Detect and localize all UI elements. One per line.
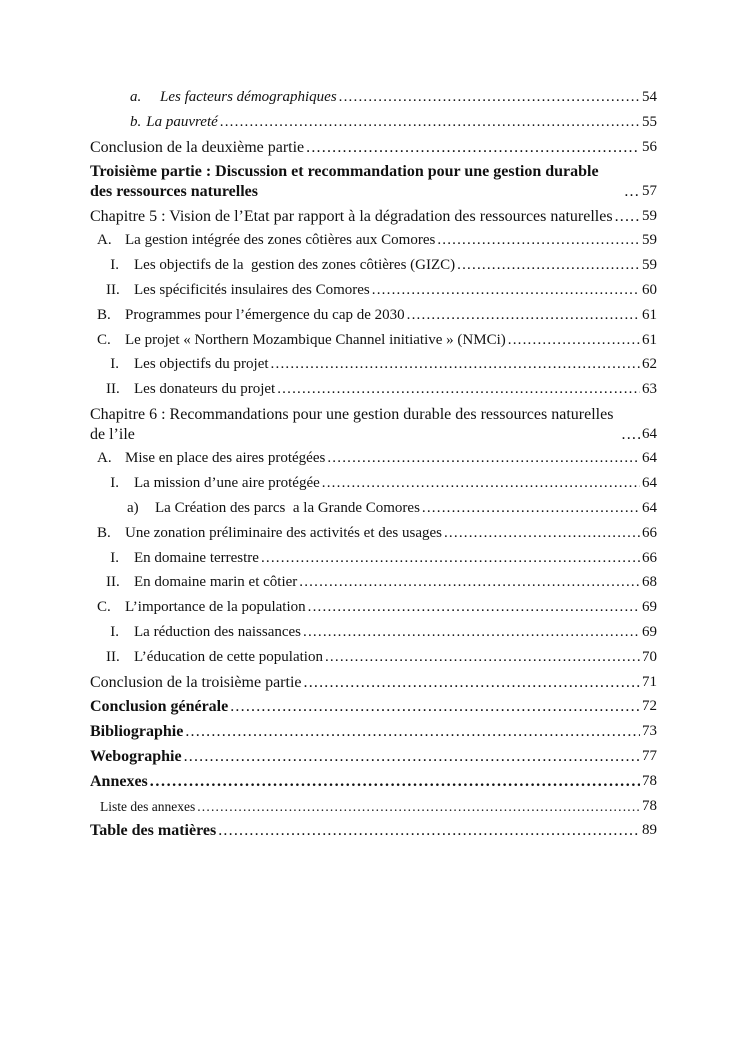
toc-entry-marker: C. (97, 331, 111, 348)
page-number: 57 (642, 182, 657, 199)
page-number: 64 (642, 499, 657, 516)
dot-leader (624, 182, 640, 202)
dot-leader (422, 499, 640, 519)
page-number: 63 (642, 381, 657, 398)
toc-entry[interactable] (90, 88, 657, 108)
dot-leader (299, 573, 640, 593)
dot-leader (277, 380, 640, 400)
dot-leader (622, 425, 641, 445)
toc-entry-label: L’importance de la population (125, 599, 306, 616)
toc-entry[interactable] (90, 697, 657, 717)
dot-leader (325, 648, 640, 668)
toc-entry-marker: I. (110, 475, 119, 492)
page-number: 78 (642, 772, 657, 789)
dot-leader (197, 797, 640, 817)
page-number: 55 (642, 113, 657, 130)
toc-entry-label: La réduction des naissances (134, 623, 302, 640)
toc-entry-label: Conclusion générale (90, 698, 229, 716)
page-number: 61 (642, 306, 657, 323)
dot-leader (444, 524, 640, 544)
toc-entry-label: Bibliographie (90, 723, 184, 741)
toc-entry-marker: B. (97, 524, 111, 541)
page-number: 62 (642, 356, 657, 373)
dot-leader (150, 772, 640, 792)
toc-entry[interactable] (90, 722, 657, 742)
toc-entry[interactable] (90, 772, 657, 792)
toc-entry-marker: B. (97, 306, 111, 323)
dot-leader (306, 138, 640, 158)
toc-entry-marker: A. (97, 450, 112, 467)
page-number: 69 (642, 623, 657, 640)
toc-entry-label: Chapitre 5 : Vision de l’Etat par rapport à la dégradation des ressources naturelles (90, 207, 613, 225)
toc-entry[interactable] (90, 138, 657, 158)
toc-entry-marker: C. (97, 599, 111, 616)
page-number: 89 (642, 822, 657, 839)
toc-entry-label: En domaine terrestre (134, 549, 259, 566)
toc-entry-marker: I. (110, 623, 119, 640)
toc-entry[interactable] (90, 549, 657, 569)
toc-entry-label: La gestion intégrée des zones côtières aux Comores (125, 232, 436, 249)
dot-leader (508, 331, 640, 351)
toc-entry-marker: A. (97, 232, 112, 249)
page-number: 72 (642, 698, 657, 715)
toc-entry-label: Le projet « Northern Mozambique Channel initiative » (NMCi) (125, 331, 506, 348)
toc-entry-marker: I. (110, 356, 119, 373)
toc-entry-label: L’éducation de cette population (134, 648, 323, 665)
page-number: 61 (642, 331, 657, 348)
dot-leader (615, 207, 640, 227)
page-number: 66 (642, 549, 657, 566)
dot-leader (308, 598, 640, 618)
dot-leader (407, 306, 640, 326)
toc-entry[interactable] (90, 306, 657, 326)
page-number: 66 (642, 524, 657, 541)
toc-entry-marker: a. (130, 89, 142, 105)
toc-entry-marker: b. (130, 113, 142, 130)
page-number: 69 (642, 599, 657, 616)
toc-entry-label: Les facteurs démographiques (160, 89, 337, 105)
toc-entry[interactable] (90, 281, 657, 301)
toc-entry[interactable] (90, 747, 657, 767)
toc-entry[interactable] (90, 331, 657, 351)
toc-entry-label: Les donateurs du projet (134, 381, 276, 398)
page-number: 73 (642, 723, 657, 740)
toc-entry[interactable] (90, 405, 657, 444)
toc-entry-label: Conclusion de la troisième partie (90, 673, 302, 691)
dot-leader (185, 722, 640, 742)
page-number: 64 (642, 425, 657, 442)
toc-entry[interactable] (90, 380, 657, 400)
toc-entry[interactable] (90, 474, 657, 494)
toc-entry-marker: II. (106, 574, 120, 591)
toc-entry-label: Mise en place des aires protégées (125, 450, 326, 467)
dot-leader (261, 549, 640, 569)
toc-entry-label: Chapitre 6 : Recommandations pour une gestion durable des ressources naturelles de l’ile (90, 406, 618, 443)
toc-entry-label: La Création des parcs a la Grande Comores (155, 499, 420, 516)
dot-leader (220, 113, 640, 133)
toc-entry[interactable] (90, 524, 657, 544)
toc-entry[interactable] (90, 623, 657, 643)
dot-leader (457, 256, 640, 276)
toc-entry-label: La pauvreté (146, 113, 218, 130)
toc-entry-label: Table des matières (90, 822, 217, 840)
toc-entry[interactable] (90, 162, 657, 201)
dot-leader (327, 449, 640, 469)
toc-entry[interactable] (90, 797, 657, 817)
page-number: 70 (642, 648, 657, 665)
dot-leader (271, 355, 640, 375)
toc-entry-label: Troisième partie : Discussion et recommandation pour une gestion durable des ressources naturelles (90, 163, 603, 200)
dot-leader (218, 821, 640, 841)
page-number: 59 (642, 257, 657, 274)
page-number: 59 (642, 232, 657, 249)
toc-entry-label: En domaine marin et côtier (134, 574, 298, 591)
toc-entry-marker: II. (106, 282, 120, 299)
dot-leader (339, 88, 640, 108)
dot-leader (322, 474, 640, 494)
dot-leader (303, 623, 640, 643)
dot-leader (437, 231, 640, 251)
toc-entry[interactable] (90, 598, 657, 618)
toc-entry-label: Une zonation préliminaire des activités et des usages (125, 524, 442, 541)
page-number: 64 (642, 475, 657, 492)
page-number: 60 (642, 282, 657, 299)
toc-entry[interactable] (90, 207, 657, 227)
page-number: 56 (642, 138, 657, 155)
toc-entry-marker: II. (106, 648, 120, 665)
toc-entry[interactable] (90, 256, 657, 276)
toc-entry-marker: II. (106, 381, 120, 398)
toc-entry-label: Conclusion de la deuxième partie (90, 138, 305, 156)
toc-entry[interactable] (90, 449, 657, 469)
page-number: 59 (642, 207, 657, 224)
toc-entry[interactable] (90, 113, 657, 133)
toc-entry-label: Les objectifs du projet (134, 356, 269, 373)
dot-leader (184, 747, 640, 767)
toc-entry[interactable] (90, 648, 657, 668)
toc-entry-label: Annexes (90, 772, 148, 790)
dot-leader (230, 697, 640, 717)
page-number: 68 (642, 574, 657, 591)
page-number: 64 (642, 450, 657, 467)
toc-entry[interactable] (90, 821, 657, 841)
toc-entry-label: Les objectifs de la gestion des zones côtières (GIZC) (134, 257, 456, 274)
toc-entry[interactable] (90, 231, 657, 251)
toc-entry-marker: I. (110, 257, 119, 274)
toc-entry[interactable] (90, 573, 657, 593)
page-number: 54 (642, 89, 657, 105)
dot-leader (372, 281, 640, 301)
toc-entry-marker: a) (127, 499, 139, 516)
page-number: 71 (642, 673, 657, 690)
toc-entry-label: Liste des annexes (100, 798, 196, 814)
toc-entry-label: Programmes pour l’émergence du cap de 2030 (125, 306, 405, 323)
toc-entry-label: Webographie (90, 747, 182, 765)
toc-entry[interactable] (90, 499, 657, 519)
toc-entry-label: Les spécificités insulaires des Comores (134, 282, 370, 299)
toc-entry[interactable] (90, 673, 657, 693)
toc-entry[interactable] (90, 355, 657, 375)
page-number: 77 (642, 747, 657, 764)
toc-entry-label: La mission d’une aire protégée (134, 475, 320, 492)
toc-entry-marker: I. (110, 549, 119, 566)
page-number: 78 (642, 797, 657, 814)
dot-leader (304, 673, 641, 693)
